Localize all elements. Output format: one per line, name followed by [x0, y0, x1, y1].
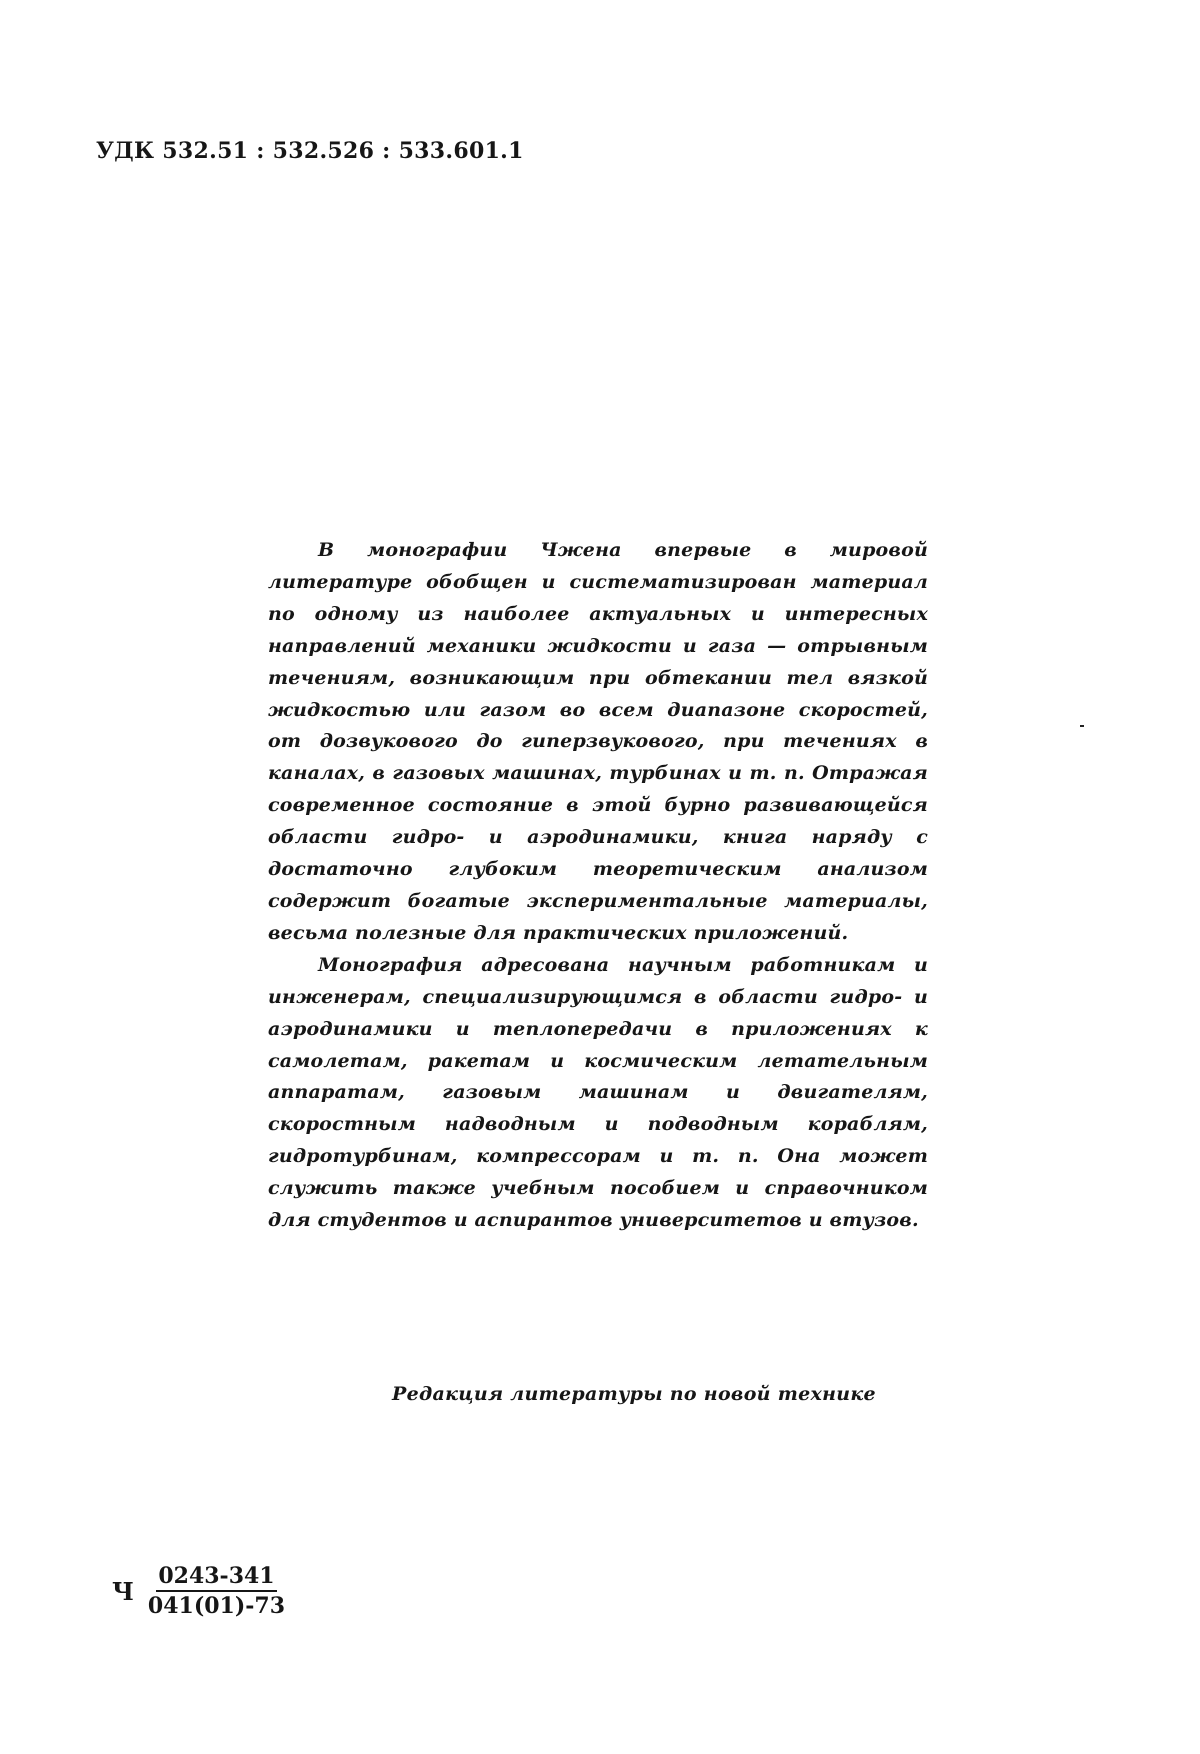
scan-speck — [1080, 725, 1084, 727]
annotation-paragraph-1: В монографии Чжена впервые в мировой литературе обобщен и систематизирован материал по одному из наиболее актуальных и интересных направлений механики жидкости и газа — отрывным течениям, возникающим при обтекании тел вязкой жидкостью или газом во всем диапазоне скоростей, от дозвукового до гиперзвукового, при течениях в каналах, в газовых машинах, турбинах и т. п. Отражая современное состояние в этой бурно развивающейся области гидро- и аэродинамики, книга наряду с достаточно глубоким теоретическим анализом содержит богатые экспериментальные материалы, весьма полезные для практических приложений. — [268, 539, 928, 944]
index-fraction — [148, 1563, 285, 1619]
publication-index — [112, 1563, 285, 1619]
editorial-office-line: Редакция литературы по новой технике — [392, 1383, 876, 1405]
udc-code: УДК 532.51 : 532.526 : 533.601.1 — [96, 138, 524, 164]
annotation-paragraph-2: Монография адресована научным работникам и инженерам, специализирующимся в области гидро- и аэродинамики и теплопередачи в приложениях к самолетам, ракетам и космическим летательным аппаратам, газовым машинам и двигателям, скоростным надводным и подводным кораблям, гидротурбинам, компрессорам и т. п. Она может служить также учебным пособием и справочником для студентов и аспирантов университетов и втузов. — [268, 953, 928, 1232]
index-numerator: 0243-341 — [156, 1563, 276, 1592]
index-denominator: 041(01)-73 — [147, 1593, 286, 1619]
index-letter: Ч — [112, 1576, 134, 1606]
annotation-block — [268, 535, 928, 1237]
